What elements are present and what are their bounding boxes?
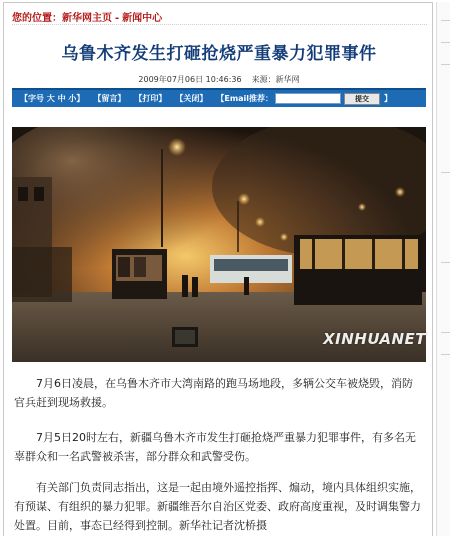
submit-button[interactable]: 提交 [344, 93, 380, 105]
breadcrumb-separator: - [115, 13, 120, 24]
breadcrumb [12, 9, 427, 25]
xinhuanet-watermark: XINHUANET [323, 330, 426, 348]
paragraph-1-text: 7月6日凌晨，在乌鲁木齐市大湾南路的跑马场地段，多辆公交车被烧毁，消防官兵赶到现场救援。 [14, 377, 413, 409]
email-label: 【Email推荐： [216, 94, 274, 103]
article-toolbar [12, 88, 426, 107]
article-source: 来源：新华网 [251, 75, 300, 84]
font-size-control[interactable]: 【字号 大 中 小】 [20, 94, 85, 103]
breadcrumb-section-link[interactable]: 新闻中心 [122, 13, 163, 24]
article-meta [4, 74, 434, 85]
paragraph-2-text: 7月5日20时左右，新疆乌鲁木齐市发生打砸抢烧严重暴力犯罪事件，有多名无辜群众和一名武警被杀害，部分群众和武警受伤。 [14, 431, 416, 463]
news-photo [12, 127, 426, 362]
article-paragraph-1 [14, 374, 422, 412]
breadcrumb-label: 您的位置： [12, 13, 62, 24]
article-datetime: 2009年07月06日 10:46:36 [138, 75, 242, 84]
print-link[interactable]: 【打印】 [134, 94, 167, 103]
comment-link[interactable]: 【留言】 [93, 94, 126, 103]
news-photo-image [12, 127, 426, 362]
article-paragraph-2 [14, 428, 422, 466]
toolbar-end-bracket: 】 [384, 94, 393, 103]
article-title: 乌鲁木齐发生打砸抢烧严重暴力犯罪事件 [61, 44, 377, 64]
close-link[interactable]: 【关闭】 [175, 94, 208, 103]
breadcrumb-home-link[interactable]: 新华网主页 [62, 13, 112, 24]
right-sidebar-strip [436, 2, 450, 536]
article-paragraph-3 [14, 478, 422, 535]
email-input[interactable] [275, 93, 341, 104]
paragraph-3-text: 有关部门负责同志指出，这是一起由境外遥控指挥、煽动，境内具体组织实施，有预谋、有组织的暴力犯罪。新疆维吾尔自治区党委、政府高度重视，及时调集警力处置。目前，事态已经得到控制。新华社记者沈桥摄 [14, 481, 421, 532]
